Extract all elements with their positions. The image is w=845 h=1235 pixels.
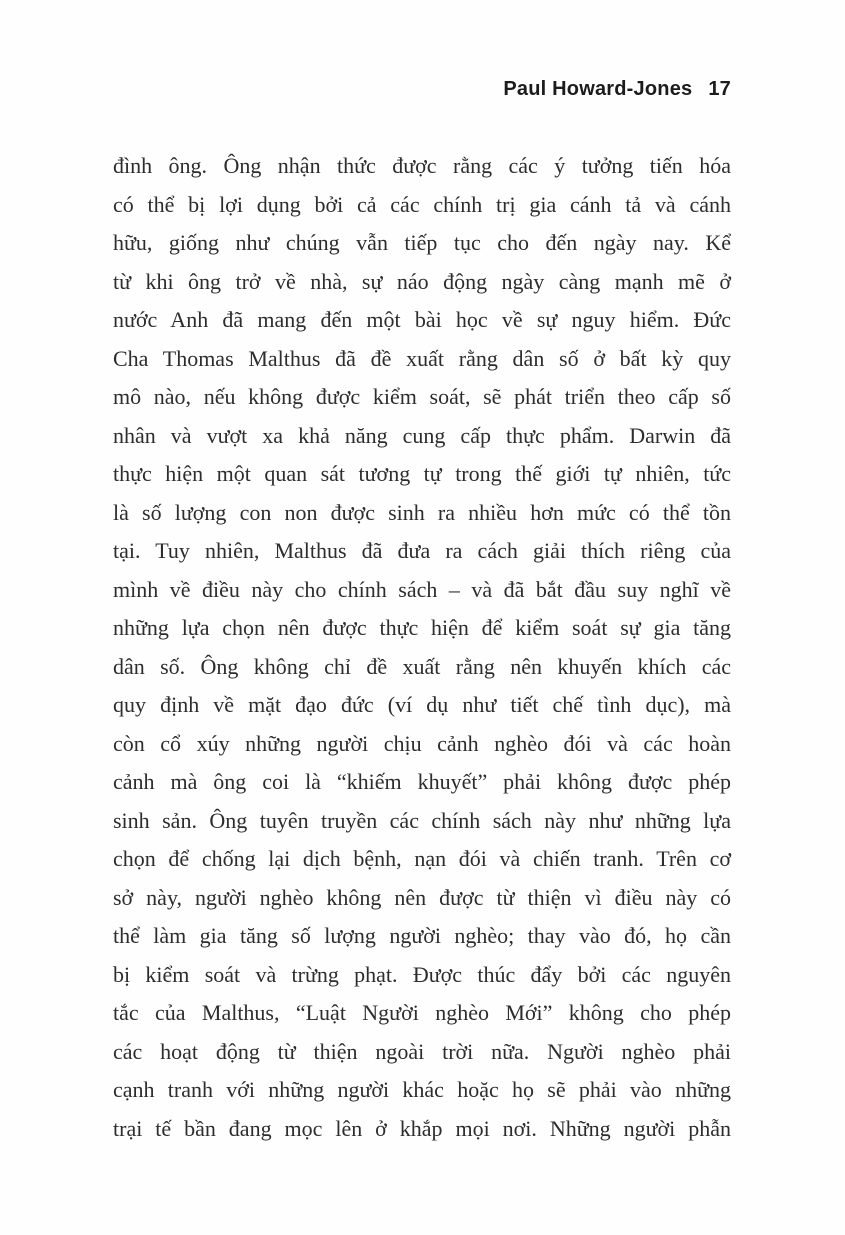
text-line: nhân và vượt xa khả năng cung cấp thực phẩm. Darwin đã: [113, 422, 731, 448]
text-line: bị kiểm soát và trừng phạt. Được thúc đẩy bởi các nguyên: [113, 961, 731, 987]
text-line: từ khi ông trở về nhà, sự náo động ngày càng mạnh mẽ ở: [113, 268, 731, 294]
text-line: cảnh mà ông coi là “khiếm khuyết” phải không được phép: [113, 769, 731, 794]
text-line: hữu, giống như chúng vẫn tiếp tục cho đến ngày nay. Kể: [113, 230, 731, 255]
text-line: chọn để chống lại dịch bệnh, nạn đói và chiến tranh. Trên cơ: [113, 846, 731, 871]
text-line: cạnh tranh với những người khác hoặc họ sẽ phải vào những: [113, 1077, 731, 1102]
text-line: là số lượng con non được sinh ra nhiều hơn mức có thể tồn: [113, 499, 731, 525]
text-line: nước Anh đã mang đến một bài học về sự nguy hiểm. Đức: [113, 307, 731, 332]
text-line: các hoạt động từ thiện ngoài trời nữa. Người nghèo phải: [113, 1038, 731, 1064]
text-line: thực hiện một quan sát tương tự trong thế giới tự nhiên, tức: [113, 461, 731, 486]
text-line: đình ông. Ông nhận thức được rằng các ý tưởng tiến hóa: [113, 153, 731, 178]
text-line: tắc của Malthus, “Luật Người nghèo Mới” không cho phép: [113, 1000, 731, 1025]
text-line: sinh sản. Ông tuyên truyền các chính sách này như những lựa: [113, 807, 731, 833]
text-line: trại tế bần đang mọc lên ở khắp mọi nơi. Những người phẫn: [113, 1115, 731, 1141]
body-text: [113, 147, 731, 1148]
running-header: [113, 78, 731, 101]
text-line: còn cổ xúy những người chịu cảnh nghèo đói và các hoàn: [113, 730, 731, 756]
text-line: sở này, người nghèo không nên được từ thiện vì điều này có: [113, 884, 731, 910]
text-line: những lựa chọn nên được thực hiện để kiểm soát sự gia tăng: [113, 615, 731, 640]
running-header-author: Paul Howard-Jones: [503, 78, 693, 100]
text-line: có thể bị lợi dụng bởi cả các chính trị gia cánh tả và cánh: [113, 191, 731, 217]
text-line: thể làm gia tăng số lượng người nghèo; thay vào đó, họ cần: [113, 923, 731, 948]
text-line: quy định về mặt đạo đức (ví dụ như tiết chế tình dục), mà: [113, 692, 731, 717]
page-number: 17: [708, 78, 731, 100]
text-line: mình về điều này cho chính sách – và đã bắt đầu suy nghĩ về: [113, 576, 731, 602]
text-line: Cha Thomas Malthus đã đề xuất rằng dân số ở bất kỳ quy: [113, 345, 731, 371]
text-line: dân số. Ông không chỉ đề xuất rằng nên khuyến khích các: [113, 653, 731, 679]
text-line: tại. Tuy nhiên, Malthus đã đưa ra cách giải thích riêng của: [113, 538, 731, 563]
text-line: mô nào, nếu không được kiểm soát, sẽ phát triển theo cấp số: [113, 384, 731, 409]
